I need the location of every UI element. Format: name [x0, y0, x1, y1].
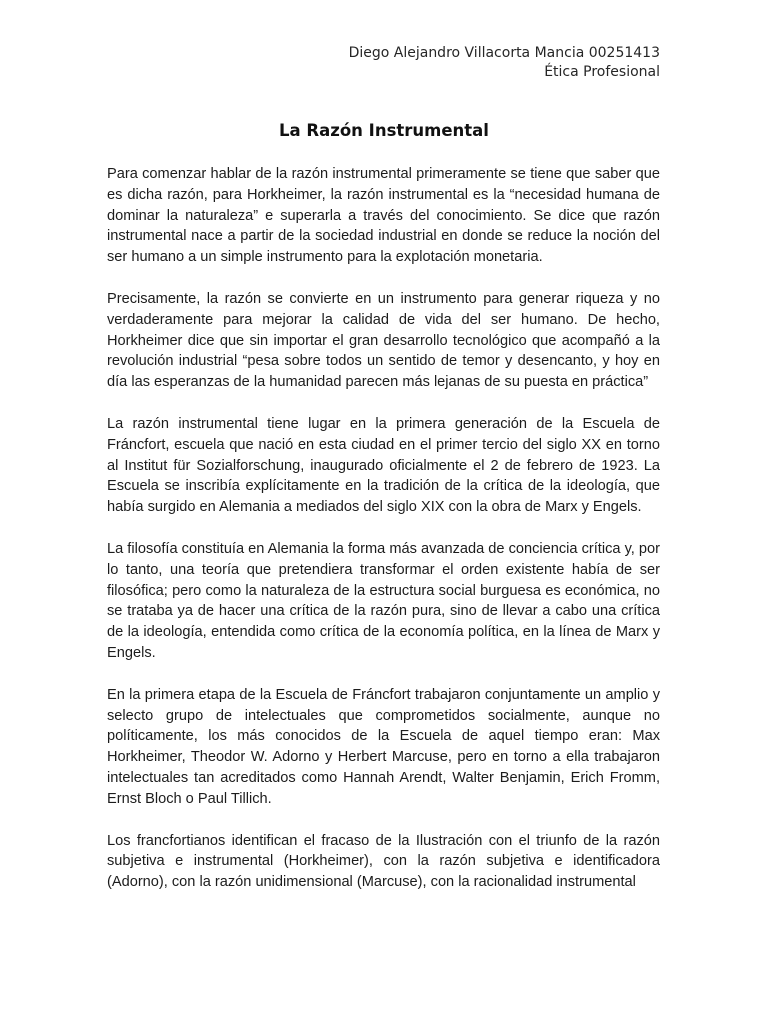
paragraph-4: La filosofía constituía en Alemania la forma más avanzada de conciencia crítica y, por lo tanto, una teoría que pretendiera transformar el orden existente había de ser filosófica; pero como la naturaleza de la estructura social burguesa es económica, no se trataba ya de hacer una crítica de la razón pura, sino de llevar a cabo una crítica de la ideología, entendida como crítica de la economía política, en la línea de Marx y Engels. — [107, 540, 660, 661]
paragraph-6: Los francfortianos identifican el fracaso de la Ilustración con el triunfo de la razón subjetiva e instrumental (Horkheimer), con la razón subjetiva e identificadora (Adorno), con la razón unidimensional (Marcuse), con la racionalidad instrumental — [107, 832, 660, 891]
paragraph-5: En la primera etapa de la Escuela de Fráncfort trabajaron conjuntamente un amplio y selecto grupo de intelectuales que comprometidos socialmente, aunque no políticamente, los más conocidos de la Escuela de aquel tiempo eran: Max Horkheimer, Theodor W. Adorno y Herbert Marcuse, pero en torno a ella trabajaron intelectuales tan acreditados como Hannah Arendt, Walter Benjamin, Erich Fromm, Ernst Bloch o Paul Tillich. — [107, 686, 660, 807]
document-title: La Razón Instrumental — [279, 121, 489, 140]
document-header — [349, 44, 660, 82]
document-body — [107, 164, 660, 914]
course-line: Ética Profesional — [544, 64, 660, 80]
paragraph-3: La razón instrumental tiene lugar en la primera generación de la Escuela de Fráncfort, escuela que nació en esta ciudad en el primer tercio del siglo XX en torno al Institut für Sozialforschung, inaugurado oficialmente el 2 de febrero de 1923. La Escuela se inscribía explícitamente en la tradición de la crítica de la ideología, que había surgido en Alemania a mediados del siglo XIX con la obra de Marx y Engels. — [107, 415, 660, 516]
paragraph-2: Precisamente, la razón se convierte en un instrumento para generar riqueza y no verdaderamente para mejorar la calidad de vida del ser humano. De hecho, Horkheimer dice que sin importar el gran desarrollo tecnológico que acompañó a la revolución industrial “pesa sobre todos un sentido de temor y desencanto, y hoy en día las esperanzas de la humanidad parecen más lejanas de su puesta en práctica” — [107, 290, 660, 391]
author-line: Diego Alejandro Villacorta Mancia 00251413 — [348, 45, 660, 61]
paragraph-1: Para comenzar hablar de la razón instrumental primeramente se tiene que saber que es dicha razón, para Horkheimer, la razón instrumental es la “necesidad humana de dominar la naturaleza” e superarla a través del conocimiento. Se dice que razón instrumental nace a partir de la sociedad industrial en donde se reduce la noción del ser humano a un simple instrumento para la explotación monetaria. — [107, 166, 660, 266]
